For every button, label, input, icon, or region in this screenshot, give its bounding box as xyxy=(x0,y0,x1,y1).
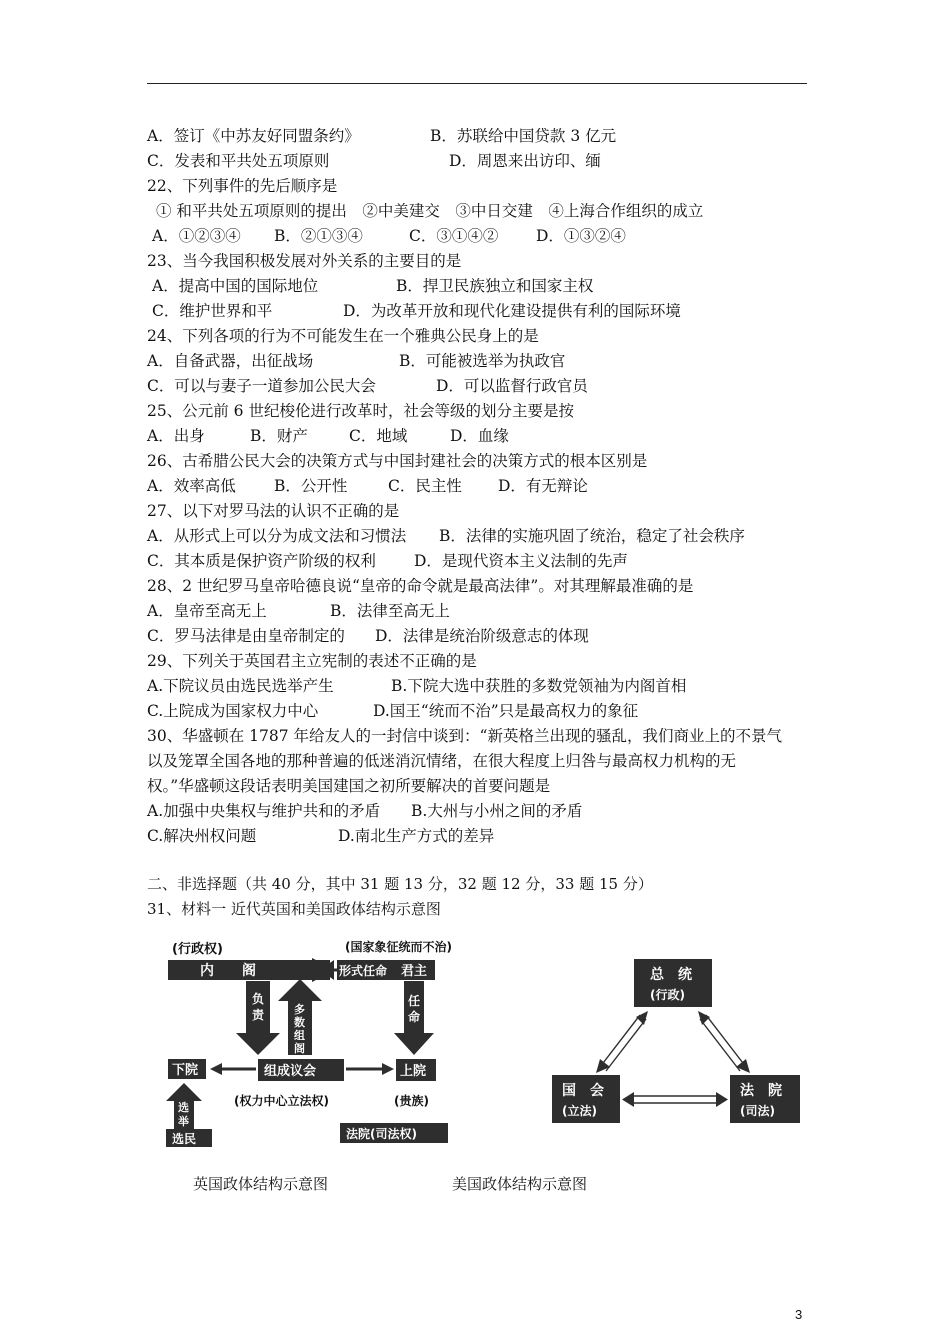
q26-option-d: D．有无辩论 xyxy=(498,477,588,495)
q28-option-d: D．法律是统治阶级意志的体现 xyxy=(375,627,589,645)
q28-option-b: B．法律至高无上 xyxy=(330,602,450,620)
us-court-label: 法 院 xyxy=(740,1083,782,1099)
uk-majority-char2: 数 xyxy=(294,1016,305,1029)
q30-option-d: D.南北生产方式的差异 xyxy=(338,827,495,845)
uk-voters-label: 选民 xyxy=(172,1132,197,1146)
uk-formal-appoint-label: 形式任命 xyxy=(339,964,388,978)
uk-link-left-head xyxy=(210,1063,222,1075)
q21-option-c: C．发表和平共处五项原则 xyxy=(147,152,330,170)
q29-option-d: D.国王“统而不治”只是最高权力的象征 xyxy=(373,702,639,720)
uk-election-char1: 选 xyxy=(178,1101,189,1114)
uk-responsible-char2: 责 xyxy=(252,1008,265,1022)
q30-stem-line2: 以及笼罩全国各地的那种普遍的低迷消沉情绪，在很大程度上归咎与最高权力机构的无 xyxy=(147,752,737,770)
q27-option-c: C．其本质是保护资产阶级的权利 xyxy=(147,552,376,570)
uk-link-right-head xyxy=(382,1063,394,1075)
q26-stem: 26、古希腊公民大会的决策方式与中国封建社会的决策方式的根本区别是 xyxy=(147,452,648,470)
uk-election-char2: 举 xyxy=(178,1115,189,1128)
q29-option-a: A.下院议员由选民选举产生 xyxy=(147,677,334,695)
q22-option-c: C．③①④② xyxy=(409,227,499,245)
uk-government-diagram xyxy=(160,933,480,1153)
q22-option-a: A．①②③④ xyxy=(152,227,241,245)
q30-option-a: A.加强中央集权与维护共和的矛盾 xyxy=(147,802,381,820)
q30-stem-line3: 权。”华盛顿这段话表明美国建国之初所要解决的首要问题是 xyxy=(147,777,551,795)
us-arrow-left-line-a xyxy=(600,1015,640,1067)
q23-option-c: C．维护世界和平 xyxy=(152,302,273,320)
q23-option-a: A．提高中国的国际地位 xyxy=(152,277,319,295)
uk-court-label: 法院(司法权) xyxy=(346,1127,417,1141)
q28-option-a: A．皇帝至高无上 xyxy=(147,602,267,620)
us-balance-arrows xyxy=(600,1015,746,1103)
section2-title: 二、非选择题（共 40 分，其中 31 题 13 分，32 题 12 分，33 题 15 分） xyxy=(147,875,653,893)
q25-option-c: C．地域 xyxy=(349,427,408,445)
q24-option-a: A．自备武器，出征战场 xyxy=(147,352,314,370)
us-congress-label: 国 会 xyxy=(562,1083,604,1099)
q27-option-d: D．是现代资本主义法制的先声 xyxy=(414,552,628,570)
uk-upper-house-label: 上院 xyxy=(400,1064,427,1079)
uk-parliament-label: 组成议会 xyxy=(264,1064,317,1079)
q29-stem: 29、下列关于英国君主立宪制的表述不正确的是 xyxy=(147,652,477,670)
q26-option-a: A．效率高低 xyxy=(147,477,236,495)
q22-option-d: D．①③②④ xyxy=(536,227,626,245)
q24-option-b: B．可能被选举为执政官 xyxy=(399,352,566,370)
us-president-label: 总 统 xyxy=(650,967,692,983)
q27-option-b: B．法律的实施巩固了统治，稳定了社会秩序 xyxy=(439,527,745,545)
us-diagram-caption: 美国政体结构示意图 xyxy=(452,1175,588,1193)
q24-option-c: C．可以与妻子一道参加公民大会 xyxy=(147,377,376,395)
q24-option-d: D．可以监督行政官员 xyxy=(436,377,588,395)
q23-stem: 23、当今我国积极发展对外关系的主要目的是 xyxy=(147,252,462,270)
us-arrow-right-line-b xyxy=(700,1019,740,1071)
uk-nobles-note: (贵族) xyxy=(394,1094,429,1108)
us-arrowhead-3 xyxy=(736,1059,750,1073)
q24-stem: 24、下列各项的行为不可能发生在一个雅典公民身上的是 xyxy=(147,327,539,345)
us-president-note: (行政) xyxy=(650,988,685,1002)
page-number: 3 xyxy=(795,1307,803,1322)
uk-majority-char1: 多 xyxy=(294,1003,305,1016)
q21-option-b: B．苏联给中国贷款 3 亿元 xyxy=(430,127,617,145)
us-arrow-right-line-a xyxy=(706,1015,746,1067)
us-government-diagram xyxy=(548,955,808,1130)
us-arrowhead-6 xyxy=(716,1092,728,1107)
us-arrowhead-4 xyxy=(698,1011,710,1025)
us-arrow-left-line-b xyxy=(606,1019,646,1071)
uk-exec-note: (行政权) xyxy=(172,942,223,957)
q26-option-c: C．民主性 xyxy=(388,477,462,495)
q25-option-d: D．血缘 xyxy=(450,427,509,445)
q22-option-b: B．②①③④ xyxy=(274,227,363,245)
us-arrowhead-5 xyxy=(622,1092,634,1107)
q31-material-title: 31、材料一 近代英国和美国政体结构示意图 xyxy=(147,900,441,918)
q23-option-b: B．捍卫民族独立和国家主权 xyxy=(396,277,594,295)
q25-option-a: A．出身 xyxy=(147,427,205,445)
q29-option-c: C.上院成为国家权力中心 xyxy=(147,702,319,720)
us-arrowhead-2 xyxy=(636,1011,648,1025)
q29-option-b: B.下院大选中获胜的多数党领袖为内阁首相 xyxy=(391,677,687,695)
q25-stem: 25、公元前 6 世纪梭伦进行改革时，社会等级的划分主要是按 xyxy=(147,402,574,420)
uk-monarch-label: 君主 xyxy=(401,964,428,979)
uk-lower-house-label: 下院 xyxy=(172,1063,199,1078)
uk-appoint-char1: 任 xyxy=(408,994,421,1008)
q30-stem-line1: 30、华盛顿在 1787 年给友人的一封信中谈到：“新英格兰出现的骚乱，我们商业上的不景气 xyxy=(147,727,782,745)
us-court-note: (司法) xyxy=(740,1104,775,1118)
uk-monarch-note: (国家象征统而不治) xyxy=(345,940,452,954)
uk-center-note: (权力中心立法权) xyxy=(234,1094,329,1108)
q26-option-b: B．公开性 xyxy=(274,477,348,495)
q30-option-b: B.大州与小州之间的矛盾 xyxy=(411,802,583,820)
q21-option-a: A．签订《中苏友好同盟条约》 xyxy=(147,127,360,145)
q21-option-d: D．周恩来出访印、缅 xyxy=(449,152,601,170)
q28-option-c: C．罗马法律是由皇帝制定的 xyxy=(147,627,345,645)
uk-majority-char3: 组 xyxy=(294,1029,305,1042)
q27-option-a: A．从形式上可以分为成文法和习惯法 xyxy=(147,527,407,545)
us-congress-note: (立法) xyxy=(562,1104,597,1118)
q25-option-b: B．财产 xyxy=(250,427,308,445)
header-rule xyxy=(147,83,807,84)
q23-option-d: D．为改革开放和现代化建设提供有利的国际环境 xyxy=(343,302,681,320)
uk-responsible-char1: 负 xyxy=(252,992,265,1006)
q22-events: ① 和平共处五项原则的提出 ②中美建交 ③中日交建 ④上海合作组织的成立 xyxy=(156,202,704,220)
uk-majority-char4: 阁 xyxy=(294,1042,305,1055)
uk-cabinet-label: 内 阁 xyxy=(200,963,256,979)
uk-diagram-caption: 英国政体结构示意图 xyxy=(193,1175,329,1193)
q30-option-c: C.解决州权问题 xyxy=(147,827,257,845)
us-arrowhead-1 xyxy=(596,1059,610,1073)
uk-appoint-char2: 命 xyxy=(408,1010,421,1024)
q27-stem: 27、以下对罗马法的认识不正确的是 xyxy=(147,502,400,520)
q22-stem: 22、下列事件的先后顺序是 xyxy=(147,177,338,195)
q28-stem: 28、2 世纪罗马皇帝哈德良说“皇帝的命令就是最高法律”。对其理解最准确的是 xyxy=(147,577,694,595)
